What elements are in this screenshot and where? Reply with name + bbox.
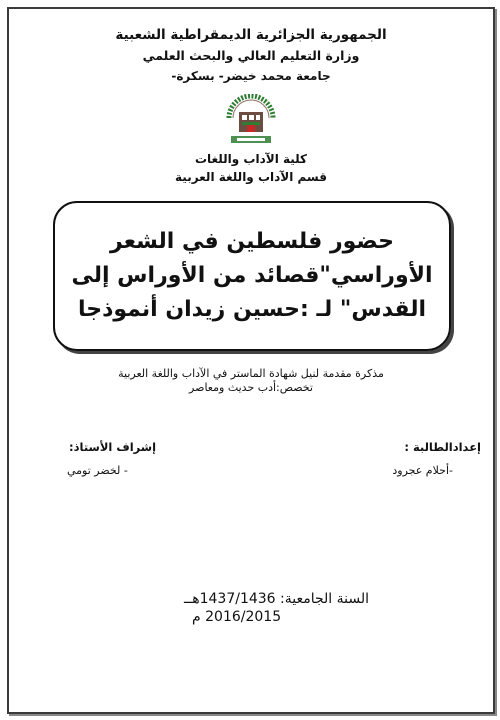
student-name: -أحلام عجرود	[392, 464, 453, 477]
faculty-name: كلية الآداب واللغات	[194, 152, 308, 166]
thesis-title-line-1: حضور فلسطين في الشعر	[110, 229, 394, 254]
department-name: قسم الآداب واللغة العربية	[175, 170, 327, 184]
academic-year-gregorian: 2016/2015 م	[192, 609, 282, 625]
thesis-title-box	[53, 201, 451, 351]
memo-description: مذكرة مقدمة لنيل شهادة الماستر في الآداب واللغة العربية	[118, 367, 384, 380]
thesis-title-line-3: القدس" لـ :حسين زيدان أنموذجا	[77, 297, 427, 322]
thesis-title-line-2: الأوراسي"قصائد من الأوراس إلى	[71, 263, 433, 288]
ministry-heading: وزارة التعليم العالي والبحث العلمي	[142, 48, 360, 63]
academic-year-hijri: السنة الجامعية: 1437/1436هــ	[184, 591, 370, 607]
university-heading: جامعة محمد خيضر- بسكرة-	[171, 69, 331, 83]
specialization: تخصص:أدب حديث ومعاصر	[189, 381, 313, 394]
document-page	[7, 7, 495, 714]
supervision-label: إشراف الأستاذ:	[69, 440, 157, 454]
university-logo	[223, 94, 279, 148]
preparation-label: إعدادالطالبة :	[404, 440, 481, 454]
republic-heading: الجمهورية الجزائرية الديمقراطية الشعبية	[115, 27, 387, 43]
professor-name: - لخضر تومي	[67, 464, 128, 477]
